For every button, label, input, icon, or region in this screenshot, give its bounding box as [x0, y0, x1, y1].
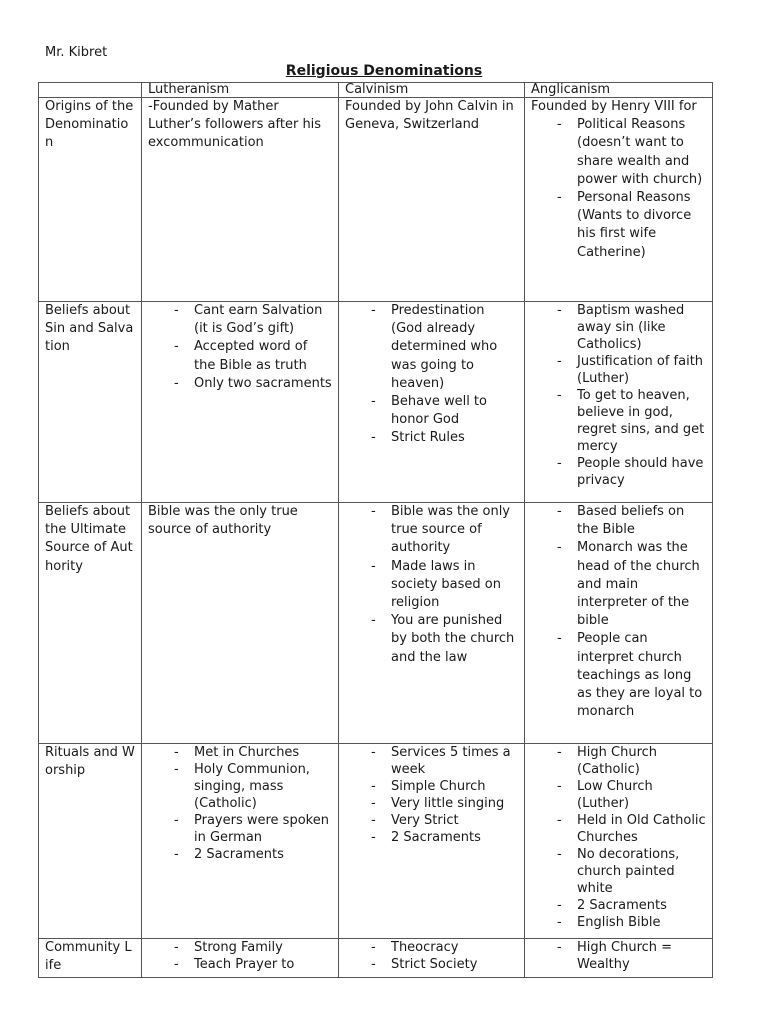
bullet-list	[345, 302, 518, 448]
list-item: - Services 5 times a week	[369, 744, 518, 778]
row-label: Community Life	[39, 939, 142, 978]
list-item: - Strong Family	[172, 939, 332, 956]
list-item: - Held in Old Catholic Churches	[555, 812, 706, 846]
header-lutheranism: Lutheranism	[142, 83, 339, 98]
cell-text: Founded by John Calvin in Geneva, Switzerland	[345, 99, 514, 133]
list-item: - Simple Church	[369, 778, 518, 795]
list-item: - Strict Society	[369, 956, 518, 973]
row-label: Beliefs about the Ultimate Source of Authority	[39, 503, 142, 744]
bullet-list	[345, 744, 518, 846]
list-item: - People should have privacy	[555, 455, 706, 489]
list-item: - To get to heaven, believe in god, regret sins, and get mercy	[555, 387, 706, 455]
list-item: - Teach Prayer to	[172, 956, 332, 973]
list-item: - Very Strict	[369, 812, 518, 829]
list-item: - Predestination (God already determined who was going to heaven)	[369, 302, 518, 393]
table-row	[39, 302, 713, 503]
list-item: - Personal Reasons (Wants to divorce his first wife Catherine)	[555, 189, 706, 262]
bullet-list	[148, 939, 332, 973]
list-item: - Strict Rules	[369, 429, 518, 447]
list-item: - Holy Communion, singing, mass (Catholic)	[172, 761, 332, 812]
list-item: - Monarch was the head of the church and main interpreter of the bible	[555, 539, 706, 630]
cell-calvinism	[339, 503, 525, 744]
cell-lutheranism	[142, 503, 339, 744]
list-item: - You are punished by both the church and the law	[369, 612, 518, 667]
list-item: - 2 Sacraments	[172, 846, 332, 863]
cell-anglicanism	[525, 503, 713, 744]
list-item: - Bible was the only true source of authority	[369, 503, 518, 558]
table-row	[39, 744, 713, 939]
cell-anglicanism	[525, 939, 713, 978]
row-label: Origins of the Denomination	[39, 98, 142, 302]
bullet-list	[148, 744, 332, 863]
bullet-list	[531, 302, 706, 489]
bullet-list	[531, 939, 706, 973]
cell-lutheranism	[142, 98, 339, 302]
row-label: Beliefs about Sin and Salvation	[39, 302, 142, 503]
list-item: - High Church = Wealthy	[555, 939, 706, 973]
list-item: - 2 Sacraments	[555, 897, 706, 914]
cell-calvinism	[339, 302, 525, 503]
list-item: - Met in Churches	[172, 744, 332, 761]
list-item: - Justification of faith (Luther)	[555, 353, 706, 387]
header-corner	[39, 83, 142, 98]
cell-lutheranism	[142, 939, 339, 978]
list-item: - Baptism washed away sin (like Catholics)	[555, 302, 706, 353]
list-item: - Made laws in society based on religion	[369, 558, 518, 613]
list-item: - Prayers were spoken in German	[172, 812, 332, 846]
cell-anglicanism	[525, 98, 713, 302]
list-item: - 2 Sacraments	[369, 829, 518, 846]
header-calvinism: Calvinism	[339, 83, 525, 98]
denominations-table	[38, 82, 713, 978]
list-item: - Based beliefs on the Bible	[555, 503, 706, 539]
list-item: - Only two sacraments	[172, 375, 332, 393]
bullet-list	[345, 503, 518, 667]
row-label: Rituals and Worship	[39, 744, 142, 939]
list-item: - People can interpret church teachings as long as they are loyal to monarch	[555, 630, 706, 721]
cell-calvinism	[339, 98, 525, 302]
list-item: - High Church (Catholic)	[555, 744, 706, 778]
list-item: - Behave well to honor God	[369, 393, 518, 429]
header-anglicanism: Anglicanism	[525, 83, 713, 98]
cell-text: Founded by Henry VIII for	[531, 99, 697, 114]
cell-lutheranism	[142, 302, 339, 503]
cell-text: -Founded by Mather Luther’s followers after his excommunication	[148, 99, 322, 151]
list-item: - No decorations, church painted white	[555, 846, 706, 897]
bullet-list	[531, 116, 706, 262]
cell-lutheranism	[142, 744, 339, 939]
table-row	[39, 939, 713, 978]
cell-calvinism	[339, 744, 525, 939]
list-item: - Low Church (Luther)	[555, 778, 706, 812]
list-item: - English Bible	[555, 914, 706, 931]
bullet-list	[531, 503, 706, 721]
bullet-list	[345, 939, 518, 973]
table-header-row	[39, 83, 713, 98]
list-item: - Theocracy	[369, 939, 518, 956]
bullet-list	[531, 744, 706, 931]
list-item: - Political Reasons (doesn’t want to share wealth and power with church)	[555, 116, 706, 189]
bullet-list	[148, 302, 332, 393]
cell-text: Bible was the only true source of authority	[148, 504, 298, 538]
table-row	[39, 503, 713, 744]
list-item: - Very little singing	[369, 795, 518, 812]
cell-calvinism	[339, 939, 525, 978]
table-row	[39, 98, 713, 302]
author-name: Mr. Kibret	[45, 45, 108, 60]
list-item: - Cant earn Salvation (it is God’s gift)	[172, 302, 332, 338]
list-item: - Accepted word of the Bible as truth	[172, 338, 332, 374]
denominations-table-wrapper	[38, 82, 712, 978]
cell-anglicanism	[525, 302, 713, 503]
document-title: Religious Denominations	[285, 63, 483, 79]
cell-anglicanism	[525, 744, 713, 939]
